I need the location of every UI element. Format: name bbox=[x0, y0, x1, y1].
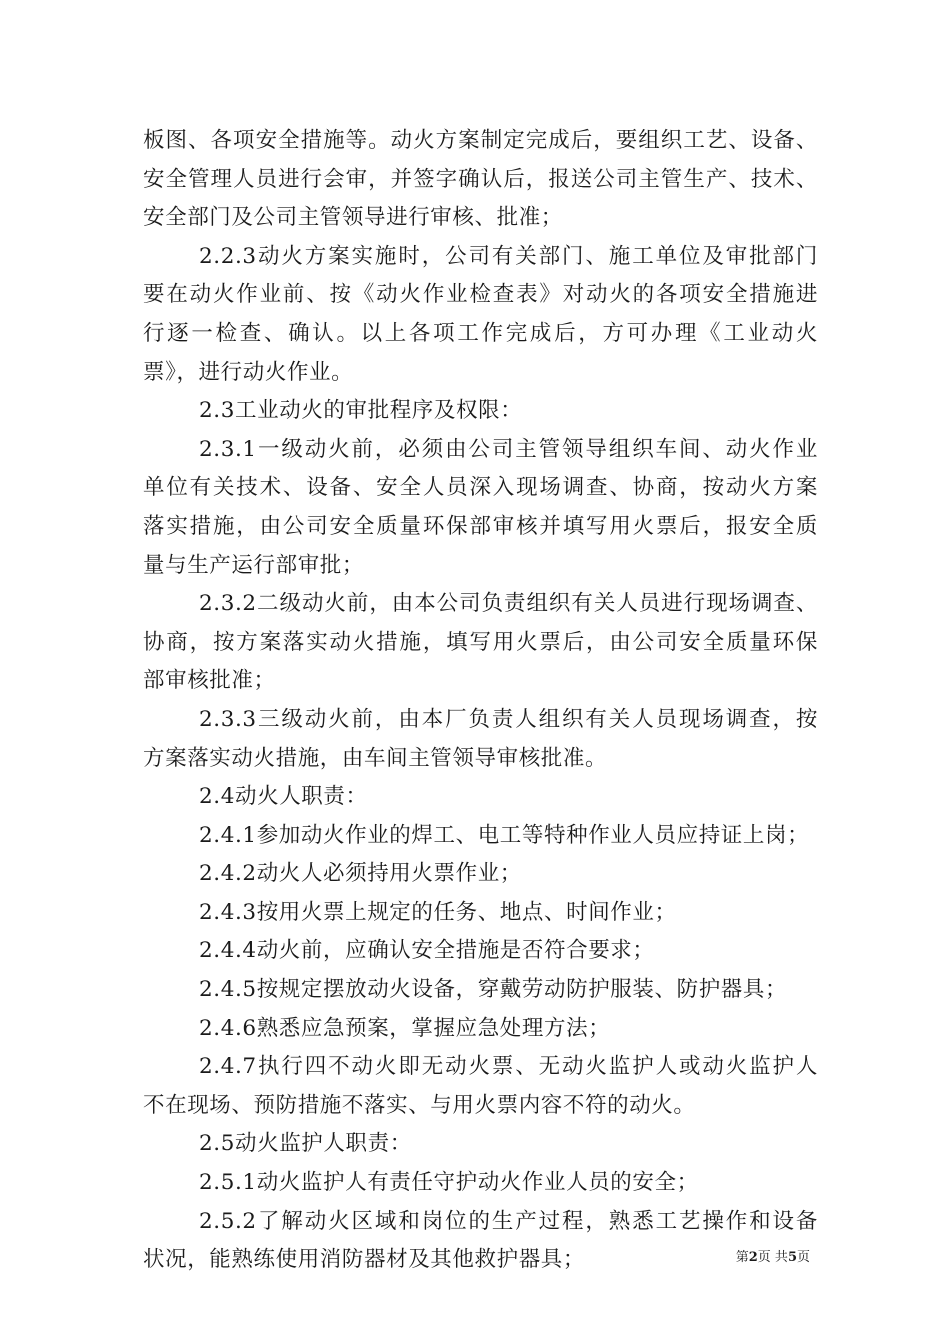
text-line: 落实措施，由公司安全质量环保部审核并填写用火票后，报安全质 bbox=[143, 513, 818, 539]
text-line: 安全管理人员进行会审，并签字确认后，报送公司主管生产、技术、 bbox=[143, 166, 818, 192]
footer-total-pages: 5 bbox=[787, 1250, 797, 1265]
footer-suffix: 页 bbox=[796, 1250, 810, 1265]
text-line: 票》，进行动火作业。 bbox=[143, 359, 354, 385]
text-line: 2.5.2了解动火区域和岗位的生产过程，熟悉工艺操作和设备 bbox=[199, 1208, 818, 1234]
text-line: 状况，能熟练使用消防器材及其他救护器具； bbox=[143, 1247, 586, 1273]
text-line: 2.5.1动火监护人有责任守护动火作业人员的安全； bbox=[199, 1170, 699, 1196]
text-line: 2.3.2二级动火前，由本公司负责组织有关人员进行现场调查、 bbox=[199, 591, 818, 617]
text-line: 要在动火作业前、按《动火作业检查表》对动火的各项安全措施进 bbox=[143, 282, 818, 308]
text-line: 2.4.1参加动火作业的焊工、电工等特种作业人员应持证上岗； bbox=[199, 822, 810, 848]
text-line: 方案落实动火措施，由车间主管领导审核批准。 bbox=[143, 745, 608, 771]
text-line: 2.4动火人职责： bbox=[199, 784, 368, 810]
text-line: 2.4.3按用火票上规定的任务、地点、时间作业； bbox=[199, 899, 677, 925]
text-line: 板图、各项安全措施等。动火方案制定完成后，要组织工艺、设备、 bbox=[143, 128, 818, 153]
footer-prefix: 第 bbox=[735, 1250, 749, 1265]
page-footer bbox=[680, 1246, 810, 1265]
text-line: 行逐一检查、确认。以上各项工作完成后，方可办理《工业动火 bbox=[143, 320, 818, 346]
text-line: 量与生产运行部审批； bbox=[143, 552, 365, 578]
text-line: 2.3.1一级动火前，必须由公司主管领导组织车间、动火作业 bbox=[199, 436, 818, 462]
text-line: 2.4.5按规定摆放动火设备，穿戴劳动防护服装、防护器具； bbox=[199, 977, 788, 1003]
text-line: 2.3.3三级动火前，由本厂负责人组织有关人员现场调查，按 bbox=[199, 706, 818, 732]
text-line: 2.4.2动火人必须持用火票作业； bbox=[199, 861, 522, 887]
footer-middle: 页 共 bbox=[757, 1250, 788, 1265]
document-body bbox=[143, 122, 818, 1280]
text-line: 部审核批准； bbox=[143, 668, 276, 694]
text-line: 单位有关技术、设备、安全人员深入现场调查、协商，按动火方案 bbox=[143, 475, 818, 501]
text-line: 2.2.3动火方案实施时，公司有关部门、施工单位及审批部门 bbox=[199, 243, 818, 269]
text-line: 安全部门及公司主管领导进行审核、批准； bbox=[143, 205, 563, 231]
text-line: 2.5动火监护人职责： bbox=[199, 1131, 412, 1157]
text-line: 2.3工业动火的审批程序及权限： bbox=[199, 398, 523, 424]
footer-current-page: 2 bbox=[748, 1250, 758, 1265]
text-line: 2.4.7执行四不动火即无动火票、无动火监护人或动火监护人 bbox=[199, 1054, 818, 1080]
text-line: 2.4.4动火前，应确认安全措施是否符合要求； bbox=[199, 938, 655, 964]
text-line: 协商，按方案落实动火措施，填写用火票后，由公司安全质量环保 bbox=[143, 629, 818, 655]
text-line: 2.4.6熟悉应急预案，掌握应急处理方法； bbox=[199, 1015, 611, 1041]
text-line: 不在现场、预防措施不落实、与用火票内容不符的动火。 bbox=[143, 1092, 696, 1118]
